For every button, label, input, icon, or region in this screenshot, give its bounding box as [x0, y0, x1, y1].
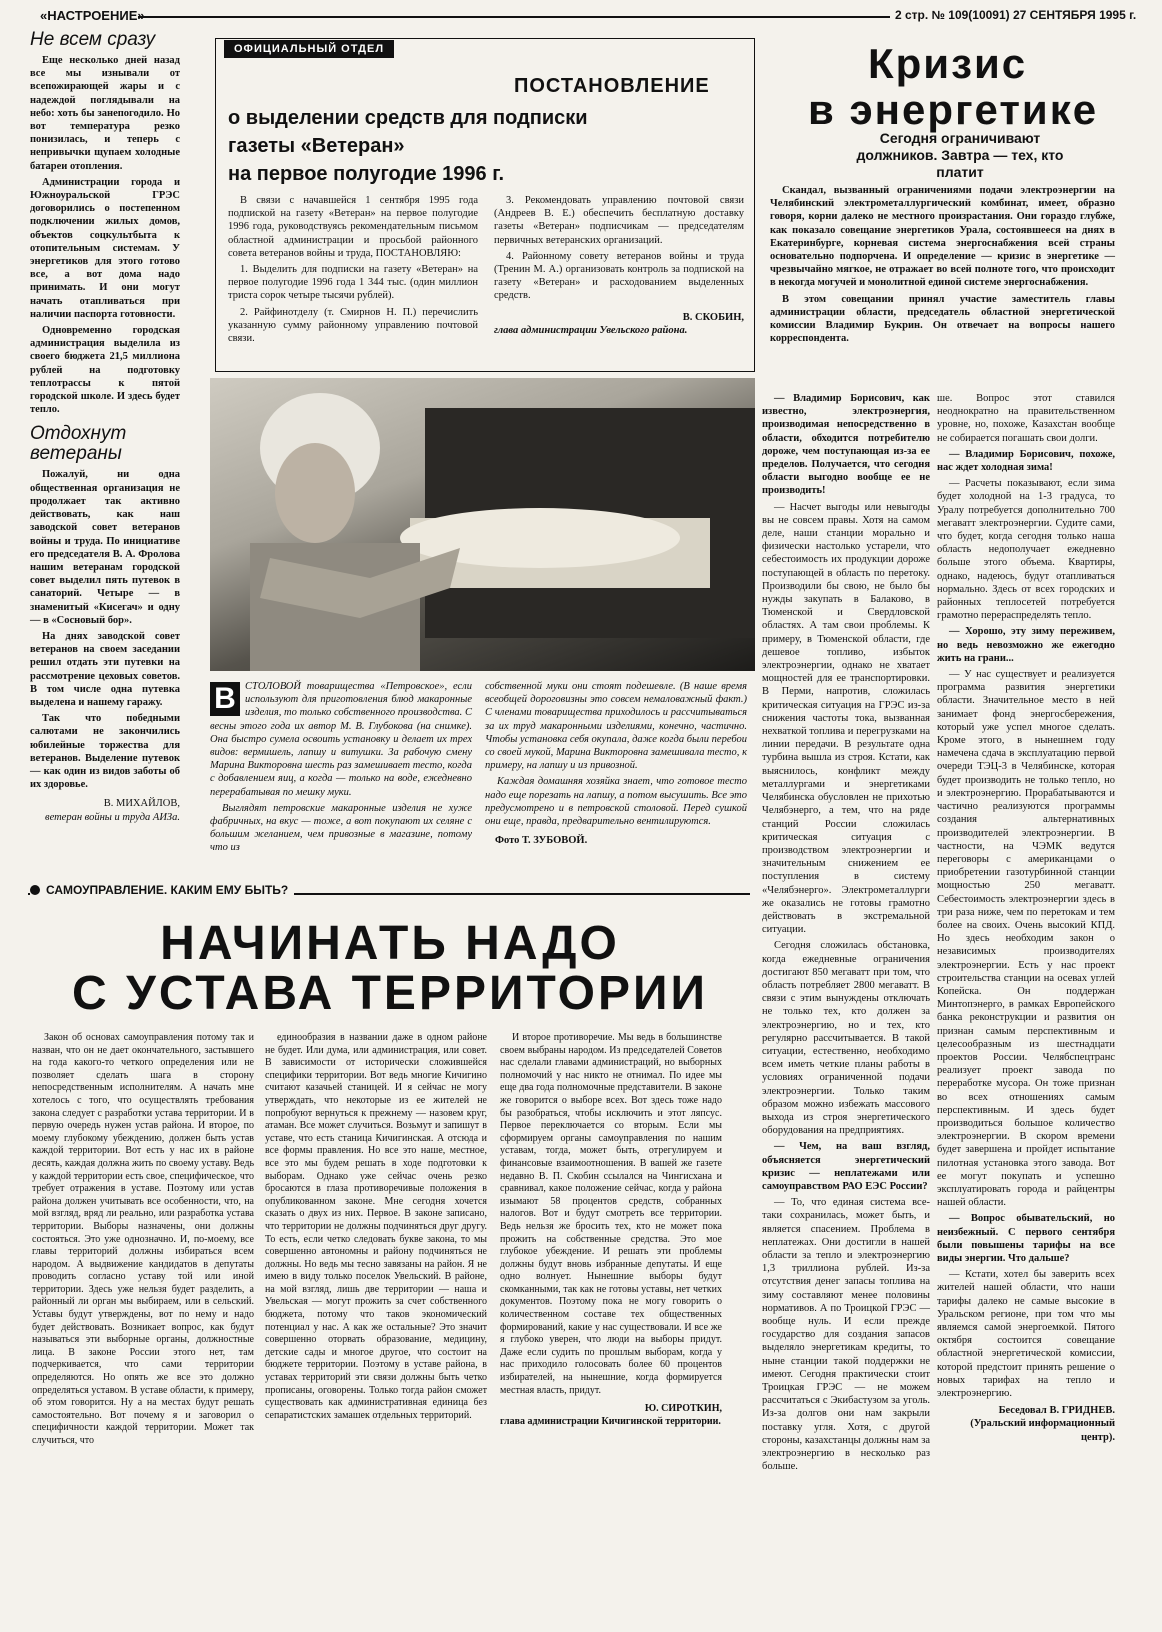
interview-answer: — Насчет выгоды или невыгоды вы не совсем правы. Хотя на самом деле, наши станции морально и физически настолько устарели, что себестоимость их продукции дороже поступающей в область по перетоку. Производили бы свою, не было бы нужды закупать в Балаково, в Тюменской и Свердловской областях. А там свои проблемы. К примеру, в Тюменской области, где дешевое топливо, избыток электроэнергии, однако не хватает мощностей для ее транспортировки. В Перми, напротив, сложилась критическая ситуация на ГРЭС из-за снижения частоты тока, вызванная нехваткой топлива и перегрузками на линии передачи. В результате одна турбина вышла из строя. Кстати, как выяснилось, конфликт между металлургами и энергетиками Челябинска обусловлен не прихотью Челябэнерго, а тем, что на ряде станций России сложилась критическая ситуация с производством электроэнергии и значительным снижением ее поступления в систему «Челябэнерго». Электрометаллурги же оказались не готовы грамотно действовать в экстремальной ситуации.	[762, 501, 930, 936]
self-gov-column-2	[265, 1032, 487, 1425]
crisis-lead-paragraph: В этом совещании принял участие заместитель главы администрации области, председатель областной энергетической комиссии Владимир Букрин. Он отвечает на вопросы нашего корреспондента.	[770, 293, 1115, 345]
left-column	[30, 30, 180, 824]
self-gov-paragraph: И второе противоречие. Мы ведь в большинстве своем выбраны народом. Из председателей Советов нас сделали главами администраций, но выборных полномочий у нас никто не отнимал. По идее мы еще два года полномочные представители. В законе же говорится о выборе всех. Вот здесь тоже надо бы разобраться, чтобы исключить и этот ляпсус. Первое переключается со вторым. Если мы сформируем органы самоуправления по нашим уставам, тогда, может быть, отрегулируем и финансовые взаимоотношения. В вашей же газете недавно В. П. Скобин ссылался на Чингисхана и сравнивал, какое положение сейчас, когда у района изымают 58 процентов средств, собранных налогов. Вот и будут смотреть все территории. Ведь нельзя же бросить тех, кто не может пока прожить на собственные средства. Это мое глубокое убеждение. И решать эти проблемы должны будут вновь избранные депутаты. И еще одно волнует. Нынешние выборы будут скомканными, так как не готовы уставы, нет четких документов. Поэтому пока не могу говорить о количественном составе тех общественных формирований, какие у нас существовали. И все же я глубоко уверен, что люди на выборы придут. Даже если судить по прошлым выборам, когда у нас приходило голосовать более 60 процентов избирателей, на нынешние, когда формируется местная власть, придут.	[500, 1032, 722, 1396]
interview-answer: Сегодня сложилась обстановка, когда ежедневные ограничения достигают 850 мегаватт при том, что область потребляет 2800 мегаватт. В связи с этим вынуждены отключать не только тех, кто должен за электроэнергию, но и тех, кто регулярно рассчитывается. В такой ситуации, естественно, необходимо всем иметь четкие планы работы в условиях ограниченной подачи электроэнергии. Только таким образом можно избежать массового выхода из строя энергетического оборудования на предприятиях.	[762, 940, 930, 1137]
decree-column-2	[494, 194, 744, 337]
crisis-column-a	[762, 392, 930, 1476]
interview-answer: ше. Вопрос этот ставился неоднократно на правительственном уровне, но, похоже, Казахстан вообще не собирается погашать свои долги.	[937, 393, 1115, 444]
decree-paragraph: 1. Выделить для подписки на газету «Ветеран» на первое полугодие 1996 года 1 344 тыс. (один миллион триста сорок четыре тысячи рублей).	[228, 264, 478, 302]
self-gov-signature-role: глава администрации Кичигинской территории.	[500, 1415, 721, 1427]
signature-name: В. МИХАЙЛОВ,	[103, 798, 180, 810]
article-paragraph: Администрации города и Южноуральской ГРЭС договорились о постепенном подключении жилых домов, объектов соцкультбыта к отопительным системам. У энергетиков для этого готово все, а вот дома надо принимать. И они могут начать отапливаться при наличии паспорта готовности.	[30, 176, 180, 320]
crisis-lead-paragraph: Скандал, вызванный ограничениями подачи электроэнергии на Челябинский электрометаллургический комбинат, имеет, образно говоря, корни далеко не местного произрастания. Они гораздо глубже, как показало совещание энергетиков Урала, состоявшееся на днях в Екатеринбурге, корневая система энергоснабжения всей страны основательно подпорчена. И определение — кризис в энергетике — чрезвычайно мягкое, не отражает во всей полноте того, что происходит в некогда могучей и монолитной единой системе энергоснабжения.	[770, 185, 1115, 289]
interview-answer: — Кстати, хотел бы заверить всех жителей нашей области, что наши тарифы далеко не самые высокие в Уральском регионе, при том что мы являемся самой энергоемкой. Пятого октября состоится совещание областной энергетической комиссии, которой предстоит принять решение о новых тарифах на тепло и электроэнергию.	[937, 1269, 1115, 1400]
self-gov-paragraph: единообразия в названии даже в одном районе не будет. Или дума, или администрация, или совет. В зависимости от исторически сложившейся специфики территории. Вот ведь многие Кичигино считают казачьей станицей. И я сейчас не могу утверждать, что некоторые из ее жителей не попробуют вернуться к прежнему — назовем круг, атаман. Все может случиться. Возьмут и запишут в уставе, что есть станица Кичигинская. А отсюда и все формы правления. Но все это наше, местное, все это мы будем решать в ходе подготовки к выборам. Однако уже сейчас очень резко бросаются в глаза противоречивые положения в опубликованном законе. Мне сегодня хочется сказать о двух из них. Первое. В законе записано, что территории не должны подчиняться друг другу. То есть, если четко следовать букве закона, то мы совершенно автономны и району подчиняться не должны. Но ведь мы тесно завязаны на район. Я не имею в виду только поселок Увельский. В районе, на мой взгляд, лишь две территории — наша и Увельская — могут прожить за счет собственного бюджета, потому что таков экономический потенциал у нас. А как же остальные? Это значит совершенно оторвать образование, медицину, детские сады и многое другое, что состоит на бюджете территории. Поэтому в уставе района, в уставах территорий эти связи должны быть четко прописаны, оговорены. Только тогда район сможет существовать как административная единица без сепаратистских замашек отдельных территорий.	[265, 1032, 487, 1421]
bullet-icon	[30, 885, 40, 895]
crisis-lead	[770, 184, 1115, 348]
interview-question: — Вопрос обывательский, но неизбежный. С первого сентября были повышены тарифы на все виды энергии. Что дальше?	[937, 1213, 1115, 1264]
article-paragraph: На днях заводской совет ветеранов на своем заседании решил отдать эти путевки на рассмотрение цеховых советов. В том числе одна путевка выделена и нашему гаражу.	[30, 630, 180, 708]
article-paragraph: Одновременно городская администрация выделила из своего бюджета 21,5 миллиона рублей на подготовку теплотрассы к пятой городской школе. И здесь будет тепло.	[30, 325, 180, 416]
decree-paragraph: 3. Рекомендовать управлению почтовой связи (Андреев В. Е.) обеспечить бесплатную доставку газеты «Ветеран» подписчикам — председателям первичных ветеранских организаций.	[494, 195, 744, 246]
photo-story-column-2	[485, 680, 747, 847]
article-paragraph: Еще несколько дней назад все мы изнывали от всепожирающей жары и с надеждой поглядывали на небо: хоть бы занепогодило. Но вот температура резко понизилась, и теперь с непривычки щупаем холодные батареи отопления.	[30, 55, 180, 172]
interview-answer: — У нас существует и реализуется программа развития энергетики области. Значительное место в ней занимает фонд энергосбережения, который уже успел многое сделать. Кроме этого, в нынешнем году намечена сдача в эксплуатацию первой очереди ТЭЦ-3 в Челябинске, которая будет производить не только тепло, но и электроэнергию. Прорабатываются и частично реализуются программы создания альтернативных производителей электроэнергии. В частности, на ЧЭМК ведутся переговоры с американцами о приобретении газотурбинной станции мощностью 250 мегаватт. Себестоимость электроэнергии здесь в три раза ниже, чем по перетокам и тем более на своих. Очень высокий КПД. Но здесь необходим закон о независимых производителях электроэнергии. Есть у нас проект строительства станции на осевах углей Копейска. Он поддержан Минтопэнерго, в рамках Европейского банка реконструкции и развития он признан самым перспективным и целесообразным из шестнадцати проектов России. Челябспецтранс реализует проект завода по переработке мусора. Он тоже признан во всех отношениях самым перспективным. И здесь будет производиться большое количество электроэнергии. В скором времени будет завершена и пройдет испытание пилотная установка этого завода. Вот ее могут покупать и успешно эксплуатировать города и райцентры нашей области.	[937, 669, 1115, 1209]
crisis-subtitle: Сегодня ограничивают должников. Завтра — тех, кто платит	[856, 130, 1064, 180]
story-paragraph: Выглядят петровские макаронные изделия не хуже фабричных, на вкус — тоже, а вот покупают их селяне с большим желанием, чем привозные в магазине, потому что из	[210, 802, 472, 854]
issue-info: 2 стр. № 109(10091) 27 СЕНТЯБРЯ 1995 г.	[895, 8, 1137, 22]
self-gov-column-3	[500, 1032, 722, 1428]
dropcap: В	[210, 682, 240, 716]
decree-paragraph: 4. Районному совету ветеранов войны и труда (Тренин М. А.) организовать контроль за подпиской на газету «Ветеран» и расходованием выделенных средств.	[494, 250, 744, 302]
signature-role: ветеран войны и труда АИЗа.	[45, 811, 180, 823]
crisis-signature-role: (Уральский информационный центр).	[970, 1418, 1115, 1443]
self-gov-section-label: САМОУПРАВЛЕНИЕ. КАКИМ ЕМУ БЫТЬ?	[46, 883, 289, 897]
decree-paragraph: В связи с начавшейся 1 сентября 1995 года подпиской на газету «Ветеран» на первое полугодие 1996 года, руководствуясь рекомендательным письмом областной администрации и просьбой районного совета ветеранов войны и труда, ПОСТАНОВЛЯЮ:	[228, 195, 478, 259]
decree-signature-name: В. СКОБИН,	[682, 311, 744, 323]
self-gov-paragraph: Закон об основах самоуправления потому так и назван, что он не дает окончательного, застывшего на года какого-то четкого определения или не позволяет сделать шага в сторону непосредственным исполнителям. А начать мне хотелось с того, что осуществлять требования закона следует с разработки устава территории. И в первую очередь нужен устав района. И второе, по моему глубокому убеждению, должен быть устав каждой территории. Вот есть у нас их в районе десять, каждая должна жить по своему уставу. Ведь у каждой территории есть свое, специфическое, что требует отражения в уставе. Поэтому или устав района должен учитывать все особенности, что, на мой взгляд, вряд ли реально, или разработка устава территории. Выборы назначены, они должны состояться. Это уже однозначно. И, по-моему, все главы территорий должны избираться всем народом. А выдвижение кандидатов в депутаты проводить согласно уставу той или иной территории. Здесь уже нельзя будет разделить, а районный ли орган мы выбираем, или в сельский. Уставы будут утверждены, вот по нему и надо будет действовать. Возникает вопрос, как будут называться эти выборные органы, должностные лица. В законе России этого нет, там подчеркивается, что сами территории определяются. Но опять же все это должно определяться уставом. В уставе области, к примеру, об этом говорится. Ну а на местах будут решать самостоятельно. Вот почему я и заговорил о специфичности каждой территории. Может так случиться, что	[32, 1032, 254, 1446]
story-paragraph: Каждая домашняя хозяйка знает, что готовое тесто надо еще порезать на лапшу, а потом высушить. Все это предусмотрено и в петровской столовой. Перед сушкой они еще, правда, предварительно вентилируются.	[485, 776, 747, 828]
official-box	[215, 38, 755, 372]
header-rule	[138, 16, 890, 18]
decree-subtitle-1: о выделении средств для подписки	[228, 107, 588, 129]
interview-answer: — То, что единая система все-таки сохранилась, может быть, и является спасением. Проблема в неплатежах. Они достигли в нашей области за тепло и электроэнергию 1,3 триллиона рублей. Из-за отсутствия денег запасы топлива на зиму составляют менее половины нормативов. А по Троицкой ГРЭС — вообще нуль. И если прежде государство для создания запасов выделяло энергетикам кредиты, то ныне станции такой поддержки не имеют. Сегодня практически стоит Троицкая ГРЭС — не можем рассчитаться с Экибастузом за уголь. Из-за долгов они нам закрыли поставку угля. Хотя, с другой стороны, казахстанцы должны нам за электроэнергию в несколько раз больше.	[762, 1197, 930, 1473]
photo-illustration	[210, 378, 755, 671]
story-paragraph: собственной муки они стоят подешевле. (В наше время всеобщей дороговизны это совсем немаловажный факт.) С членами товарищества приходилось и рассчитываться за их труд макаронными изделиями, конечно, частично. Чтобы установка себя окупала, даже когда были перебои со своей мукой, Марина Викторовна замешивала тесто, к примеру, на лапшу и из привозной.	[485, 681, 747, 772]
photo-credit: Фото Т. ЗУБОВОЙ.	[495, 835, 588, 847]
interview-answer: — Расчеты показывают, если зима будет холодной на 1-3 градуса, то Уралу потребуется дополнительно 700 мегаватт электроэнергии. Судите сами, что будет, когда сегодня только наша область недополучает ежедневно больше этого объема. Квартиры, однако, надеюсь, будут отапливаться нормально. Здесь от всех городских и районных теплосетей потребуется грамотно перераспределять тепло.	[937, 478, 1115, 622]
crisis-signature-name: Беседовал В. ГРИДНЕВ.	[998, 1405, 1115, 1417]
story-paragraph: СТОЛОВОЙ товарищества «Петровское», если используют для приготовления блюд макаронные изделия, то только собственного производства. С весны этого года их автор М. В. Глубокова (на снимке). Она быстро сумела освоить установку и делает их трех видов: вермишель, лапшу и витушки. За рабочую смену Марина Викторовна шесть раз замешивает тесто, когда с добавлением яиц, а когда — только на воде, ежедневно перерабатывая по мешку муки.	[210, 681, 472, 798]
crisis-column-b	[937, 392, 1115, 1444]
interview-question: — Владимир Борисович, как известно, электроэнергия, производимая непосредственно в области, обходится потребителю дороже, чем поступающая из-за ее пределов. Получается, что сегодня области выгодно вообще ее не производить!	[762, 393, 930, 497]
interview-question: — Чем, на ваш взгляд, объясняется энергетический кризис — неплатежами или самоуправством РАО ЕЭС России?	[762, 1141, 930, 1192]
self-gov-signature-name: Ю. СИРОТКИН,	[644, 1403, 722, 1415]
decree-subtitle-2: газеты «Ветеран»	[228, 135, 405, 157]
self-gov-title-line2: С УСТАВА ТЕРРИТОРИИ	[72, 967, 708, 1020]
interview-question: — Владимир Борисович, похоже, нас ждет холодная зима!	[937, 448, 1115, 474]
photo-story-column-1	[210, 680, 472, 858]
official-label: ОФИЦИАЛЬНЫЙ ОТДЕЛ	[224, 40, 394, 58]
decree-signature-role: глава администрации Увельского района.	[494, 324, 688, 336]
section-tag: «НАСТРОЕНИЕ»	[40, 8, 145, 23]
photo-pasta-maker	[210, 378, 755, 671]
self-gov-title-line1: НАЧИНАТЬ НАДО	[160, 917, 620, 970]
article-paragraph: Пожалуй, ни одна общественная организация не продолжает так активно действовать, как наш заводской совет ветеранов войны и труда. По инициативе его председателя В. А. Фролова нашим ветеранам городской совет выделил пять путевок в санаторий. Четыре — в знаменитый «Кисегач» и одну — в «Сосновый бор».	[30, 469, 180, 626]
article-title-ne-vsem: Не всем сразу	[30, 29, 156, 50]
crisis-title-line1: Кризис	[868, 40, 1028, 87]
decree-subtitle-3: на первое полугодие 1996 г.	[228, 163, 505, 185]
article-title-otdokhnut: Отдохнут ветераны	[30, 423, 127, 465]
crisis-title-line2: в энергетике	[808, 86, 1099, 133]
interview-question: — Хорошо, эту зиму переживем, но ведь невозможно же ежегодно жить на грани...	[937, 626, 1115, 664]
decree-column-1	[228, 194, 478, 348]
decree-paragraph: 2. Райфинотделу (т. Смирнов Н. П.) перечислить указанную сумму районному управлению почтовой связи.	[228, 306, 478, 345]
decree-title: ПОСТАНОВЛЕНИЕ	[514, 75, 710, 97]
article-paragraph: Так что победными салютами не закончились юбилейные торжества для ветеранов. Выделение путевок — как один из видов заботы об их здоровье.	[30, 713, 180, 791]
self-gov-section	[30, 883, 294, 897]
self-gov-column-1	[32, 1032, 254, 1451]
